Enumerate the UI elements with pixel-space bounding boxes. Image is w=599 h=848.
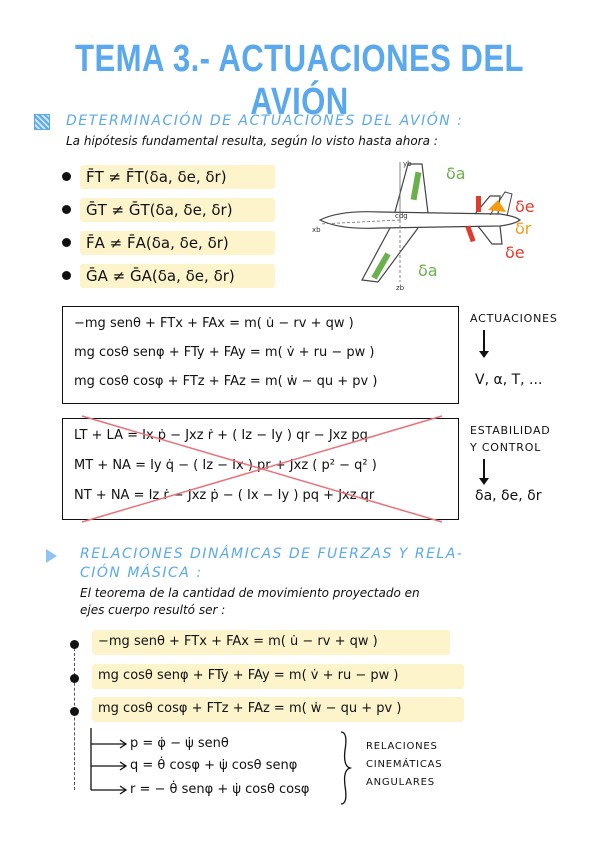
section1-intro: La hipótesis fundamental resulta, según lo visto hasta ahora : xyxy=(66,134,438,148)
rudder-mark xyxy=(488,200,506,212)
actuaciones-result: V, α, T, ... xyxy=(475,372,543,388)
control-result: δa, δe, δr xyxy=(475,488,542,504)
dashed-connector xyxy=(74,648,75,790)
bullet-eq-3: F̄A ≠ F̄A(δa, δe, δr) xyxy=(86,234,229,252)
bullet-icon xyxy=(62,271,71,280)
yb-label: yb xyxy=(403,160,412,168)
section1-heading: DETERMINACIÓN DE ACTUACIONES DEL AVIÓN : xyxy=(66,113,464,129)
control-label: Y CONTROL xyxy=(470,441,542,454)
section-checkbox-icon xyxy=(34,114,50,130)
bullet-eq-2: ḠT ≠ ḠT(δa, δe, δr) xyxy=(86,201,233,219)
bullet-eq-1: F̄T ≠ F̄T(δa, δe, δr) xyxy=(86,168,227,186)
moment-eq-n: NT + NA = Iz ṙ − Jxz ṗ − ( Ix − Iy ) pq + Jxz qr xyxy=(74,488,375,503)
arrow-down-icon xyxy=(483,459,485,483)
dyn-eq-x: −mg senθ + FTx + FAx = m( u̇ − rv + qw ) xyxy=(98,634,378,649)
aileron-top-mark xyxy=(411,172,422,201)
kin-label-3: ANGULARES xyxy=(366,777,435,788)
bullet-icon xyxy=(62,172,71,181)
cross-out-mark xyxy=(62,412,462,526)
delta-a-bottom: δa xyxy=(418,261,438,280)
zb-label: zb xyxy=(396,284,405,292)
bullet-icon xyxy=(70,707,79,716)
moment-eq-l: LT + LA = Ix ṗ − Jxz ṙ + ( Iz − Iy ) qr − Jxz pq xyxy=(74,428,368,443)
force-eq-y: mg cosθ senφ + FTy + FAy = m( v̇ + ru − pw ) xyxy=(74,345,375,360)
kinematics-arrows xyxy=(86,728,136,800)
actuaciones-label: ACTUACIONES xyxy=(470,312,558,325)
bullet-icon xyxy=(70,640,79,649)
section2-intro-1: El teorema de la cantidad de movimiento proyectado en xyxy=(80,586,420,600)
xb-label: xb xyxy=(312,226,321,234)
bullet-icon xyxy=(62,238,71,247)
section2-intro-2: ejes cuerpo resultó ser : xyxy=(80,603,226,617)
kin-label-2: CINEMÁTICAS xyxy=(366,759,443,770)
force-eq-z: mg cosθ cosφ + FTz + FAz = m( ẇ − qu + pv ) xyxy=(74,374,378,389)
delta-r: δr xyxy=(515,219,532,238)
dyn-eq-y: mg cosθ senφ + FTy + FAy = m( v̇ + ru − pw ) xyxy=(98,668,399,683)
section2-heading-1: RELACIONES DINÁMICAS DE FUERZAS Y RELA- xyxy=(80,546,464,562)
section-arrow-icon xyxy=(46,549,57,563)
arrow-down-icon xyxy=(483,330,485,356)
delta-a-top: δa xyxy=(446,164,466,183)
section2-heading-2: CIÓN MÁSICA : xyxy=(80,565,203,581)
kin-eq-r: r = − θ̇ senφ + ψ̇ cosθ cosφ xyxy=(130,782,310,797)
delta-e-top: δe xyxy=(515,197,535,216)
force-eq-x: −mg senθ + FTx + FAx = m( u̇ − rv + qw ) xyxy=(74,316,354,331)
elevator-bottom-mark xyxy=(465,225,475,242)
bullet-icon xyxy=(62,205,71,214)
bullet-eq-4: ḠA ≠ ḠA(δa, δe, δr) xyxy=(86,267,235,285)
kin-label-1: RELACIONES xyxy=(366,741,438,752)
brace-icon xyxy=(338,730,352,806)
delta-e-bottom: δe xyxy=(505,243,525,262)
elevator-top-mark xyxy=(476,196,481,212)
estabilidad-label: ESTABILIDAD xyxy=(470,424,551,437)
page-title: TEMA 3.- ACTUACIONES DEL AVIÓN xyxy=(75,38,524,123)
bullet-icon xyxy=(70,674,79,683)
kin-eq-q: q = θ̇ cosφ + ψ̇ cosθ senφ xyxy=(130,758,298,773)
cdg-label: cdg xyxy=(395,212,408,220)
kin-eq-p: p = φ̇ − ψ̇ senθ xyxy=(130,736,229,751)
dyn-eq-z: mg cosθ cosφ + FTz + FAz = m( ẇ − qu + pv ) xyxy=(98,701,402,716)
moment-eq-m: MT + NA = Iy q̇ − ( Iz − Ix ) pr + Jxz ( p² − q² ) xyxy=(74,458,377,473)
